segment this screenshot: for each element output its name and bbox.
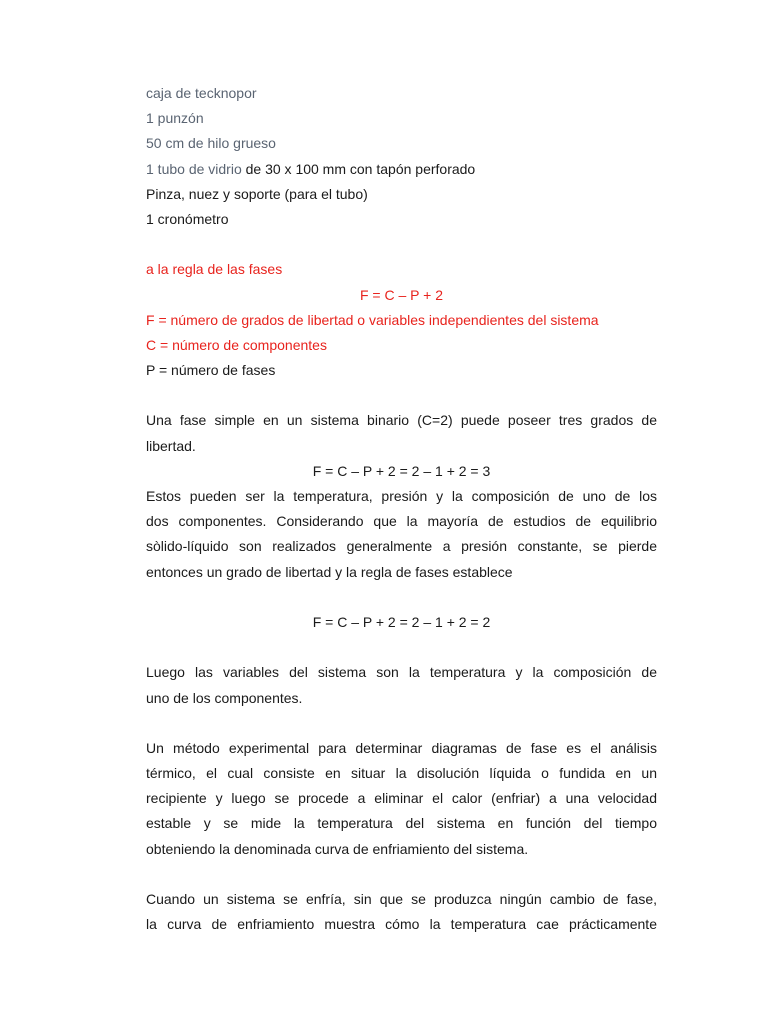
para3-line1: Un método experimental para determinar diagramas de fase es el análisis	[146, 739, 657, 756]
materials-item-tube-label: 1 tubo de vidrio	[146, 160, 242, 177]
phase-rule-intro: a la regla de las fases	[146, 261, 283, 278]
para3-line3: recipiente y luego se procede a eliminar el calor (enfriar) a una velocidad	[146, 790, 657, 807]
materials-item-punch: 1 punzón	[146, 110, 204, 127]
para1-line2: libertad.	[146, 437, 196, 454]
document-page	[146, 81, 657, 937]
phase-rule-def-f: F = número de grados de libertad o variables independientes del sistema	[146, 311, 599, 328]
spacer	[146, 635, 657, 660]
spacer	[146, 862, 657, 887]
para3-line5: obteniendo la denominada curva de enfriamiento del sistema.	[146, 840, 529, 857]
para1-formula: F = C – P + 2 = 2 – 1 + 2 = 3	[312, 462, 491, 479]
para4-line1: Cuando un sistema se enfría, sin que se produzca ningún cambio de fase,	[146, 891, 657, 907]
spacer	[146, 711, 657, 736]
para1-line6: entonces un grado de libertad y la regla de fases establece	[146, 563, 513, 580]
para1-line5: sòlido-líquido son realizados generalmente a presión constante, se pierde	[146, 538, 657, 555]
materials-item-box: caja de tecknopor	[146, 85, 257, 101]
phase-rule-def-p: P = número de fases	[146, 362, 276, 379]
spacer	[146, 585, 657, 610]
materials-item-clamp: Pinza, nuez y soporte (para el tubo)	[146, 185, 368, 202]
para3-line4: estable y se mide la temperatura del sistema en función del tiempo	[146, 815, 657, 832]
para3-line2: térmico, el cual consiste en situar la disolución líquida o fundida en un	[146, 765, 657, 782]
materials-item-stopwatch: 1 cronómetro	[146, 210, 229, 227]
spacer	[146, 383, 657, 408]
para2-line1: Luego las variables del sistema son la temperatura y la composición de	[146, 664, 657, 681]
phase-rule-def-c: C = número de componentes	[146, 336, 327, 353]
materials-item-thread: 50 cm de hilo grueso	[146, 135, 276, 152]
spacer	[146, 232, 657, 257]
para1-line3: Estos pueden ser la temperatura, presión y la composición de uno de los	[146, 488, 657, 504]
materials-item-tube	[146, 157, 657, 182]
phase-rule-formula: F = C – P + 2	[359, 286, 443, 303]
para4-line2: la curva de enfriamiento muestra cómo la temperatura cae prácticamente	[146, 916, 657, 933]
para1-line1: Una fase simple en un sistema binario (C=2) puede poseer tres grados de	[146, 412, 657, 429]
materials-item-tube-detail: de 30 x 100 mm con tapón perforado	[241, 160, 476, 177]
para1-line4: dos componentes. Considerando que la mayoría de estudios de equilibrio	[146, 513, 657, 530]
para2-line2: uno de los componentes.	[146, 689, 303, 706]
formula-two: F = C – P + 2 = 2 – 1 + 2 = 2	[312, 613, 491, 630]
